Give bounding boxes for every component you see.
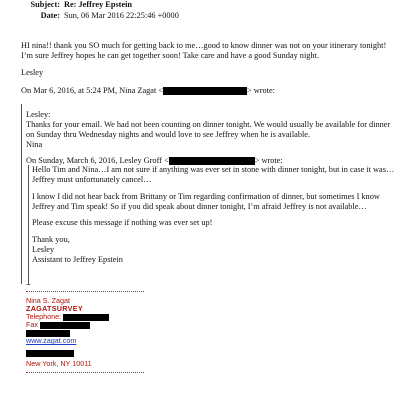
quote2-line-5: Please excuse this message if nothing was ever set up! bbox=[32, 218, 213, 227]
reply-line-2: I’m sure Jeffrey hopes he can get together soon! Take care and have a good Sunday night. bbox=[21, 51, 319, 60]
reply-signoff: Lesley bbox=[21, 68, 44, 77]
subject-label: Subject: bbox=[30, 0, 60, 9]
attribution-2-prefix: On Sunday, March 6, 2016, Lesley Groff < bbox=[26, 156, 169, 165]
website-link[interactable]: www.zagat.com bbox=[26, 336, 77, 345]
fax-label: Fax bbox=[26, 320, 38, 329]
attribution-1-suffix: > wrote: bbox=[247, 86, 275, 95]
quote-bar-outer bbox=[21, 104, 22, 284]
quote1-line-1: Thanks for your email. We had not been counting on dinner tonight. We would usually be available for dinner bbox=[26, 120, 391, 129]
redacted-address bbox=[26, 350, 74, 357]
quote2-line-3: I know I did not hear back from Brittany or Tim regarding confirmation of dinner, but sometimes I know bbox=[32, 192, 380, 201]
signature-rule-top bbox=[26, 291, 144, 292]
attribution-2-suffix: > wrote: bbox=[254, 156, 283, 165]
redacted-email bbox=[163, 87, 247, 95]
signature-redacted-address bbox=[26, 349, 74, 357]
quote2-line-1: Hello Tim and Nina…I am not sure if anything was ever set in stone with dinner tonight, but in case it was… bbox=[32, 165, 395, 174]
redacted-email bbox=[169, 157, 255, 165]
quote2-close-3: Assistant to Jeffrey Epstein bbox=[32, 255, 123, 264]
reply-line-1: HI nina!! thank you SO much for getting back to me…good to know dinner was not on your itinerary tonight! bbox=[21, 41, 387, 50]
quote1-line-2: on Sunday thru Wednesday nights and would love to see Jeffrey when he is available. bbox=[26, 130, 311, 139]
attribution-1-prefix: On Mar 6, 2016, at 5:24 PM, Nina Zagat < bbox=[21, 86, 164, 95]
redacted-fax bbox=[40, 322, 90, 329]
quote-bar-inner bbox=[28, 165, 29, 285]
signature-name: Nina S. Zagat bbox=[26, 296, 70, 305]
telephone-label: Telephone: bbox=[26, 312, 62, 321]
redacted-telephone bbox=[63, 314, 109, 321]
subject-value: Re: Jeffrey Epstein bbox=[64, 0, 133, 9]
signature-company: ZAGATSURVEY bbox=[26, 304, 83, 313]
signature-city: New York, NY 10011 bbox=[26, 359, 92, 368]
quote2-line-4: Jeffrey and Tim speak! So if you did speak about dinner tonight, I’m afraid Jeffrey is not available… bbox=[32, 202, 367, 211]
signature-dashes: -- bbox=[26, 280, 31, 289]
quote1-name: Nina bbox=[26, 140, 43, 149]
date-value: Sun, 06 Mar 2016 22:25:46 +0000 bbox=[64, 11, 179, 20]
date-label: Date: bbox=[40, 11, 60, 20]
quote1-greeting: Lesley: bbox=[26, 110, 51, 119]
attribution-1 bbox=[21, 86, 275, 96]
quote2-close-2: Lesley bbox=[32, 245, 55, 254]
quote2-line-2: Jeffrey must unfortunately cancel… bbox=[32, 175, 152, 184]
signature-rule-bottom bbox=[26, 372, 144, 373]
quote2-close-1: Thank you, bbox=[32, 235, 70, 244]
